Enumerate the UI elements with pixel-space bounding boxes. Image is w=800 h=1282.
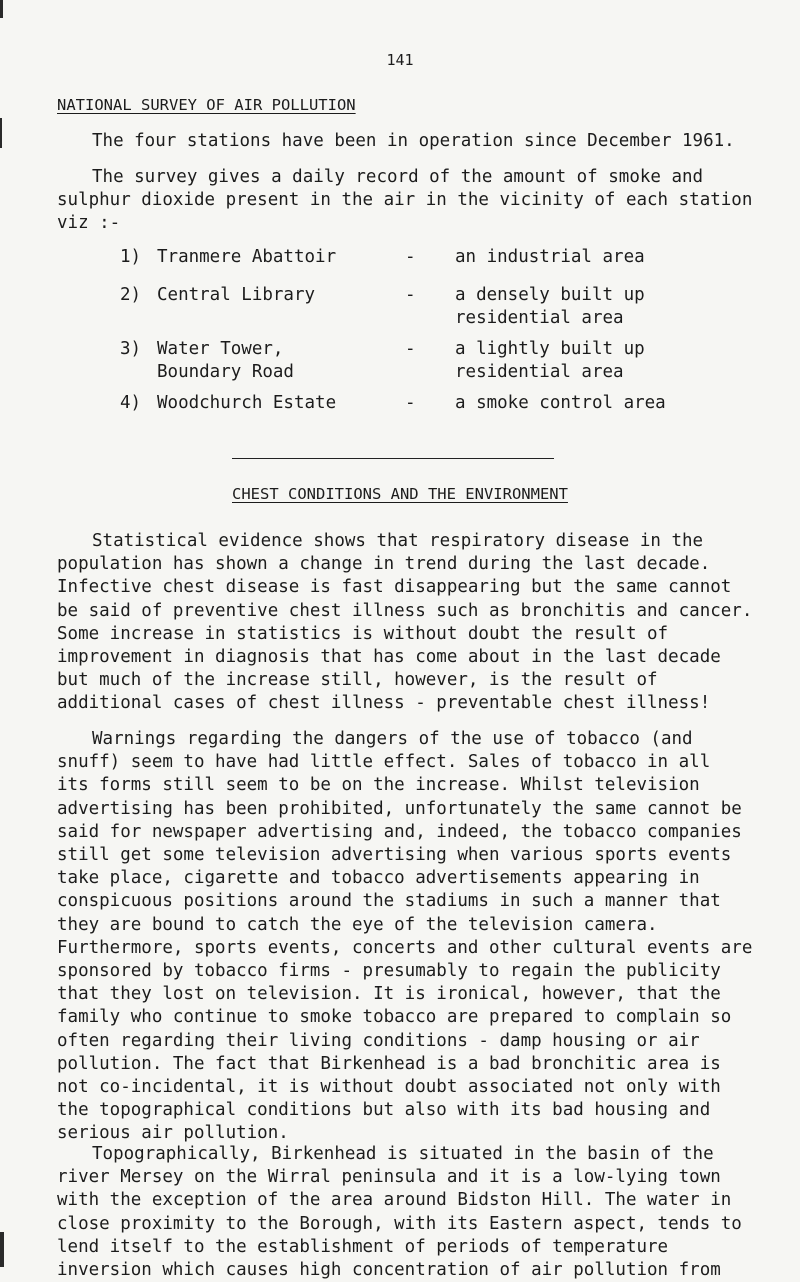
page-number: 141 bbox=[386, 51, 414, 69]
station-number: 2) bbox=[120, 285, 142, 305]
paragraph-line: advertising has been prohibited, unfortunately the same cannot be bbox=[57, 798, 742, 819]
paragraph-line: inversion which causes high concentration of air pollution from bbox=[57, 1260, 721, 1280]
station-description: a smoke control area bbox=[455, 393, 666, 413]
station-description: an industrial area bbox=[455, 247, 645, 267]
paragraph-line: that they lost on television. It is ironical, however, that the bbox=[57, 984, 721, 1005]
paragraph-line: sponsored by tobacco firms - presumably to regain the publicity bbox=[57, 961, 721, 981]
paragraph-line: but much of the increase still, however, is the result of bbox=[57, 670, 658, 691]
survey-heading: NATIONAL SURVEY OF AIR POLLUTION bbox=[57, 96, 356, 114]
station-name: Central Library bbox=[157, 285, 316, 305]
station-dash: - bbox=[405, 285, 416, 305]
paragraph-line: Furthermore, sports events, concerts and other cultural events are bbox=[57, 937, 753, 958]
station-dash: - bbox=[405, 393, 416, 413]
paragraph-line: improvement in diagnosis that has come about in the last decade bbox=[57, 647, 721, 667]
station-dash: - bbox=[405, 247, 416, 267]
paragraph-line: Warnings regarding the dangers of the use of tobacco (and bbox=[92, 729, 693, 749]
station-name: Woodchurch Estate bbox=[157, 393, 337, 413]
paragraph-line: they are bound to catch the eye of the television camera. bbox=[57, 914, 658, 935]
scan-edge-mark bbox=[0, 0, 3, 18]
paragraph-line: said for newspaper advertising and, indeed, the tobacco companies bbox=[57, 821, 742, 842]
paragraph-line: serious air pollution. bbox=[57, 1123, 289, 1144]
paragraph-line: close proximity to the Borough, with its Eastern aspect, tends to bbox=[57, 1213, 742, 1234]
paragraph-line: Some increase in statistics is without doubt the result of bbox=[57, 623, 669, 644]
paragraph-line: conspicuous positions around the stadiums in such a manner that bbox=[57, 891, 721, 912]
paragraph-line: lend itself to the establishment of periods of temperature bbox=[57, 1236, 669, 1257]
station-number: 4) bbox=[120, 393, 142, 413]
section-divider bbox=[232, 458, 554, 459]
paragraph-line: take place, cigarette and tobacco advertisements appearing in bbox=[57, 868, 700, 889]
paragraph-line: its forms still seem to be on the increase. Whilst television bbox=[57, 775, 700, 796]
paragraph-line: sulphur dioxide present in the air in the vicinity of each station bbox=[57, 190, 753, 210]
paragraph-line: viz :- bbox=[57, 213, 121, 233]
station-description: a lightly built up residential area bbox=[455, 339, 645, 383]
scan-edge-mark bbox=[0, 118, 2, 148]
paragraph-line: the topographical conditions but also with its bad housing and bbox=[57, 1100, 711, 1121]
station-number: 1) bbox=[120, 247, 142, 267]
paragraph-line: pollution. The fact that Birkenhead is a bad bronchitic area is bbox=[57, 1053, 721, 1074]
paragraph-line: river Mersey on the Wirral peninsula and it is a low-lying town bbox=[57, 1167, 721, 1188]
paragraph-line: additional cases of chest illness - preventable chest illness! bbox=[57, 693, 711, 714]
paragraph-line: snuff) seem to have had little effect. Sales of tobacco in all bbox=[57, 752, 711, 773]
station-description: a densely built up residential area bbox=[455, 285, 645, 329]
paragraph-line: Statistical evidence shows that respiratory disease in the bbox=[92, 531, 704, 551]
paragraph-line: The survey gives a daily record of the amount of smoke and bbox=[92, 167, 704, 187]
paragraph-line: be said of preventive chest illness such as bronchitis and cancer. bbox=[57, 600, 753, 621]
paragraph-line: Topographically, Birkenhead is situated in the basin of the bbox=[92, 1144, 714, 1164]
station-number: 3) bbox=[120, 339, 142, 359]
station-dash: - bbox=[405, 339, 416, 359]
paragraph-line: not co-incidental, it is without doubt associated not only with bbox=[57, 1077, 721, 1097]
paragraph-line: with the exception of the area around Bidston Hill. The water in bbox=[57, 1190, 732, 1211]
intro-paragraph: The four stations have been in operation since December 1961. bbox=[92, 131, 735, 151]
station-name: Tranmere Abattoir bbox=[157, 247, 337, 267]
chest-heading: CHEST CONDITIONS AND THE ENVIRONMENT bbox=[232, 485, 568, 503]
paragraph-line: population has shown a change in trend during the last decade. bbox=[57, 554, 711, 575]
paragraph-line: still get some television advertising when various sports events bbox=[57, 845, 732, 865]
paragraph-line: Infective chest disease is fast disappearing but the same cannot bbox=[57, 577, 732, 598]
paragraph-line: family who continue to smoke tobacco are prepared to complain so bbox=[57, 1007, 732, 1028]
scan-edge-mark bbox=[0, 1232, 4, 1267]
paragraph-line: often regarding their living conditions - damp housing or air bbox=[57, 1030, 700, 1051]
station-name: Water Tower, Boundary Road bbox=[157, 339, 294, 383]
